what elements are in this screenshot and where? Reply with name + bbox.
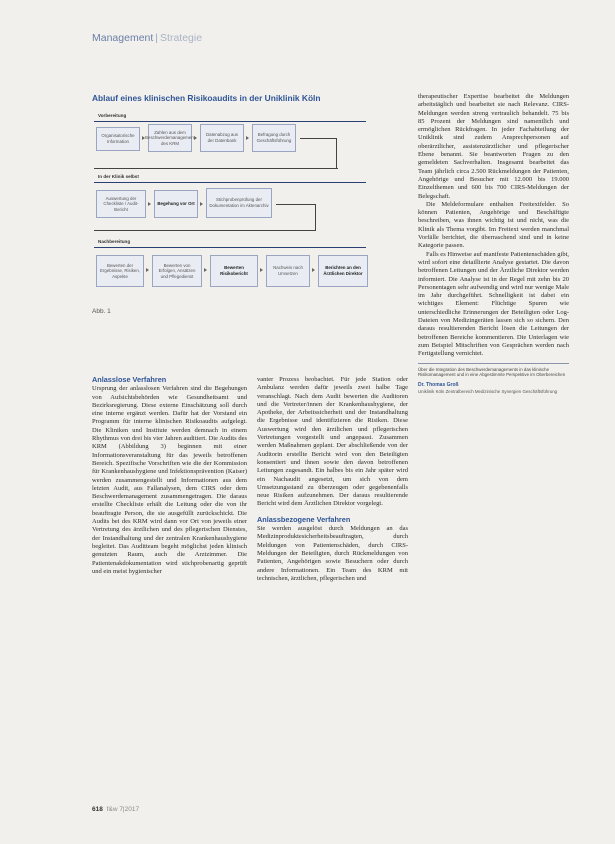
stage-label-onsite: In der Klinik selbst bbox=[98, 174, 139, 179]
flow-box: Bewerten von Erfolgen, Ansätzen und Pflegedienst bbox=[152, 255, 202, 287]
flow-box: Stichprobenprüfung der Dokumentation im Aktenarchiv bbox=[206, 188, 272, 218]
flow-connector bbox=[276, 204, 316, 230]
text-column-middle bbox=[257, 376, 408, 583]
stage-label-followup: Nachbereitung bbox=[98, 239, 131, 244]
flow-arrow bbox=[204, 268, 207, 272]
flow-arrow bbox=[148, 202, 151, 206]
flow-box: Berichten an den Ärztlichen Direktor bbox=[318, 255, 368, 287]
flow-arrow bbox=[246, 136, 249, 140]
flow-connector bbox=[94, 168, 338, 169]
flow-box: Befragung durch Geschäftsführung bbox=[252, 124, 296, 152]
flow-arrow bbox=[260, 268, 263, 272]
section-label: Management bbox=[92, 32, 154, 44]
page-footer bbox=[92, 806, 139, 813]
flow-box: Auswertung der Checkliste / Audit-Bericht bbox=[96, 190, 146, 218]
flow-arrow bbox=[194, 136, 197, 140]
flow-arrow bbox=[312, 268, 315, 272]
author-affiliation: Uniklinik Köln Zentralbereich Medizinische Synergien Geschäftsführung bbox=[418, 388, 558, 394]
audit-flow-diagram bbox=[90, 108, 390, 304]
stage-divider bbox=[94, 182, 366, 183]
author-name: Dr. Thomas Groß bbox=[418, 381, 459, 388]
flow-box: Nachweis nach Umsetzen bbox=[266, 255, 310, 287]
page-number: 618 bbox=[92, 806, 103, 813]
flow-box: Organisatorische Information bbox=[96, 127, 140, 151]
subsection-label: Strategie bbox=[160, 32, 203, 44]
body-paragraph: Die Meldeformulare enthalten Freitextfelder. So können Patienten, Angehörige und Beschäftigte beschreiben, was ihnen wichtig ist und nicht, was die Klinik als Thema vorgibt. Im Freitext werden manchmal Vorfälle berichtet, die überraschend sind und in keine Kategorie passen. bbox=[418, 200, 569, 250]
flow-box: Zahlen aus dem Beschwerdemanagement des KRM bbox=[148, 124, 192, 152]
header-separator: | bbox=[155, 32, 159, 44]
figure-caption: Abb. 1 bbox=[92, 308, 111, 315]
author-divider bbox=[418, 363, 569, 364]
section-heading: Anlasslose Verfahren bbox=[92, 375, 167, 384]
stage-divider bbox=[94, 121, 366, 122]
flow-arrow bbox=[200, 202, 203, 206]
flow-box: Bewerten Risikobericht bbox=[210, 255, 258, 287]
flow-box: Begehung vor Ort bbox=[154, 190, 198, 218]
stage-label-preparation: Vorbereitung bbox=[98, 113, 127, 118]
publication-name: f&w 7|2017 bbox=[106, 806, 140, 813]
page-header bbox=[92, 32, 202, 44]
body-paragraph: vanter Prozess beobachtet. Für jede Station oder Ambulanz werden dafür jeweils zwei halbe Tage veranschlagt. Nach dem Audit bewerten die Auditoren und die Vertreter/innen der Krankenhaushygiene, der Apotheke, der Arbeitssicherheit und der Instandhaltung die Ergebnisse und identifizieren die Risiken. Diese Auswertung wird den ärztlichen und pflegerischen Vertretungen vorgestellt und angepasst. Zusammen werden Maßnahmen geplant. Der abschließende von der Auditorin erstellte Bericht wird von den Beteiligten konsentiert und ihnen sowie den davon betroffenen Leitungen zugesandt. Ein halbes bis ein Jahr später wird ein Nachaudit angesetzt, um sich von dem Umsetzungsstand zu überzeugen oder gegebenenfalls neue Risiken aufzunehmen. Der daraus resultierende Bericht wird dem Ärztlichen Direktor vorgelegt. bbox=[257, 376, 408, 508]
body-paragraph: Ursprung der anlasslosen Verfahren sind die Begehungen von Aufsichtsbehörden wie Gesundheitsamt und Bezirksregierung. Diese externe Einschätzung soll durch eine interne ergänzt werden. Dafür hat der Vorstand ein Programm für interne klinischen Risikoaudits aufgelegt. Die Kliniken und Institute werden demnach in einem Rhythmus von drei bis vier Jahren auditiert. Die Audits des KRM (Abbildung 3) beginnen mit einer Informationsveranstaltung für das jeweils betroffenen Bereich. Spezifische Vorschriften wie die der Kommission für Krankenhaushygiene und Infektionsprävention (Kaiser) werden zusammengestellt und Informationen aus dem letzten Audit, aus Fallanalysen, dem CIRS oder dem Beschwerdemanagement zusammengetragen. Die daraus erstellte Checkliste erhält die Leitung oder die von ihr beauftragte Person, die sie ausgefüllt zurückschickt. Die Audits bei des KRM wird dann vor Ort von jeweils einer Vertretung des ärztlichen und des pflegerischen Dienstes, der Instandhaltung und der zentralen Krankenhaushygiene begleitet. Das Auditteam begeht möglichst jeden klinisch genutzten Raum, auch die Arztzimmer. Die Patientenakdokumentation wird stichprobenartig geprüft und ein meist hygienischer bbox=[92, 385, 247, 575]
figure-title: Ablauf eines klinischen Risikoaudits in der Uniklinik Köln bbox=[92, 93, 321, 103]
flow-connector bbox=[94, 230, 316, 231]
section-heading: Anlassbezogene Verfahren bbox=[257, 514, 351, 524]
body-paragraph: therapeutischer Expertise bearbeitet die Meldungen arbeitstäglich und bearbeitet sie nach Relevanz. CIRS-Meldungen werden streng vertraulich behandelt. 75 bis 85 Prozent der Meldungen sind namentlich und ermöglichen Rückfragen. In jeder Fachabteilung der Uniklinik sind zudem Ansprechpersonen auf oberärztlicher, assistenzärztlicher und pflegerischer Ebene benannt. Sie beantworten Fragen zu den gemeldeten Sachverhalten. Insgesamt bearbeitet das Team jährlich circa 2.500 Rückmeldungen der Patienten, Angehörige und Besucher mit 12.000 bis 19.000 Einzelthemen und 600 bis 700 CIRS-Meldungen der Belegschaft. bbox=[418, 93, 569, 200]
flow-connector bbox=[300, 138, 337, 168]
text-column-left bbox=[92, 376, 247, 576]
body-paragraph: Falls es Hinweise auf manifeste Patientenschäden gibt, wird sofort eine detaillierte Analyse gestartet. Die davon betroffenen Leitungen und der Ärztliche Direktor werden informiert. Die Analyse ist in der Regel mit zehn bis 20 Personentagen sehr aufwendig und wird nur wenige Male im Jahr durchgeführt. Schnelligkeit ist dabei ein wichtiges Element: Flüchtige Spuren wie unterschiedliche Erinnerungen der Beteiligten oder Log-Dateien von Medizingeräten lassen sich so sichern. Den daraus resultierenden Bericht lösen die Leitungen der betroffenen Bereiche kommentieren. Die Unterlagen wie zum Beispiel Mitschriften von Gesprächen werden nach Fertigstellung vernichtet. bbox=[418, 250, 569, 358]
text-column-right bbox=[418, 93, 569, 395]
body-paragraph: Sie werden ausgelöst durch Meldungen an das Medizinproduktesicherheitsbeauftragten, durch Meldungen von Patientenschäden, durch CIRS-Meldungen der Beteiligten, durch Rückmeldungen von Patienten, Angehörigen sowie Besuchern oder durch andere Informationen. Ein Team des KRM mit technischen, ärztlichen, pflegerischen und bbox=[257, 525, 408, 582]
flow-box: Bewerten der Ergebnisse, Risiken, Aspekte bbox=[96, 255, 144, 287]
flow-box: Datenabzug aus der Datenbank bbox=[200, 124, 244, 152]
flow-arrow bbox=[146, 268, 149, 272]
stage-divider bbox=[94, 247, 366, 248]
author-note: Über die Integration des Beschwerdemanagements in das klinische Risikomanagement und in eine Abgestimmte Perspektive im Oberbereichen bbox=[418, 366, 566, 378]
